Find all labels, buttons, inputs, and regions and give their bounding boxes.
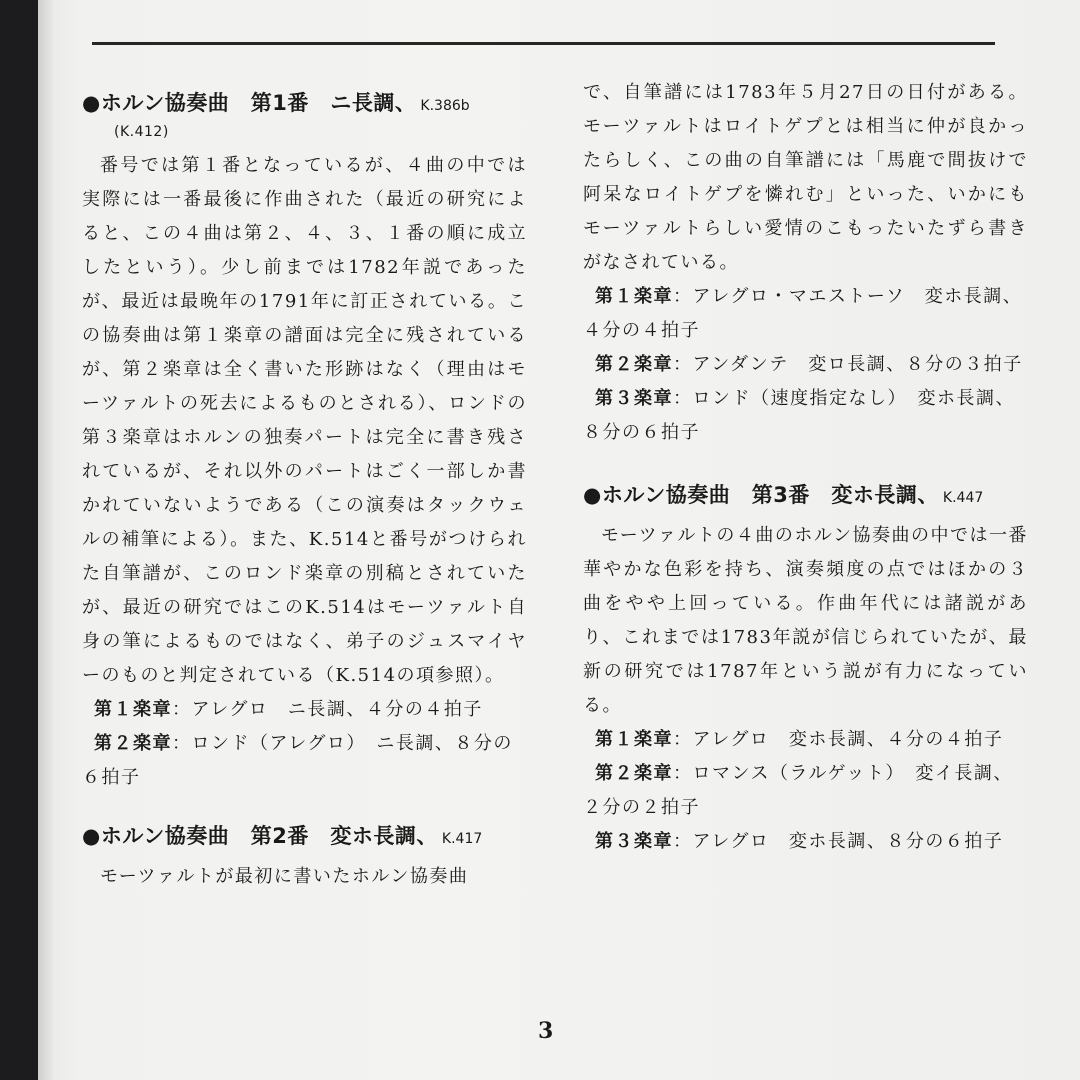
movement-label: 第１楽章 (595, 286, 673, 307)
page-number: 3 (538, 1018, 554, 1044)
movement-line (583, 757, 1028, 825)
movement-label: 第３楽章 (595, 831, 673, 852)
movement-text: ：アレグロ 変ホ長調、８分の６拍子 (673, 831, 1004, 852)
heading-title: ●ホルン協奏曲 第3番 変ホ長調、 (583, 483, 939, 507)
movement-line (82, 727, 527, 795)
concerto-2-description-cont: で、自筆譜には1783年５月27日の日付がある。モーツァルトはロイトゲプとは相当に仲が良かったらしく、この曲の自筆譜には「馬鹿で間抜けで阿呆なロイトゲプを憐れむ」といった、いかにもモーツァルトらしい愛情のこもったいたずら書きがなされている。 (583, 82, 1028, 273)
top-rule (92, 42, 995, 45)
movement-line (583, 723, 1028, 757)
movement-text: ：アレグロ・マエストーソ 変ホ長調、４分の４拍子 (583, 286, 1023, 341)
heading-title: ●ホルン協奏曲 第1番 ニ長調、 (82, 91, 417, 115)
concerto-2-description-start: モーツァルトが最初に書いたホルン協奏曲 (100, 866, 469, 887)
movement-line (583, 280, 1028, 348)
movement-label: 第２楽章 (595, 763, 673, 784)
koechel-number: K.447 (942, 490, 984, 506)
heading-title: ●ホルン協奏曲 第2番 変ホ長調、 (82, 824, 438, 848)
left-column (82, 70, 527, 894)
section-heading-concerto-2 (82, 821, 527, 854)
movement-text: ：ロンド（速度指定なし） 変ホ長調、８分の６拍子 (583, 388, 1015, 443)
movement-line (583, 382, 1028, 450)
movement-text: ：ロンド（アレグロ） ニ長調、８分の６拍子 (82, 733, 513, 788)
koechel-number: K.386b (420, 98, 470, 114)
page-fold-shadow (38, 0, 56, 1080)
koechel-number-alt: (K.412) (114, 124, 169, 140)
concerto-1-description: 番号では第１番となっているが、４曲の中では実際には一番最後に作曲された（最近の研究によると、この４曲は第２、４、３、１番の順に成立したという）。少し前までは1782年説であったが、最近は最晩年の1791年に訂正されている。この協奏曲は第１楽章の譜面は完全に残されているが、第２楽章は全く書いた形跡はなく（理由はモーツァルトの死去によるものとされる）、ロンドの第３楽章はホルンの独奏パートは完全に書き残されているが、それ以外のパートはごく一部しか書かれていないようである（この演奏はタックウェルの補筆による）。また、K.514と番号がつけられた自筆譜が、このロンド楽章の別稿とされていたが、最近の研究ではこのK.514はモーツァルト自身の筆によるものではなく、弟子のジュスマイヤーのものと判定されている（K.514の項参照）。 (82, 155, 527, 686)
movement-label: 第３楽章 (595, 388, 673, 409)
movement-label: 第２楽章 (94, 733, 172, 754)
movement-line (82, 693, 527, 727)
movement-text: ：アンダンテ 変ロ長調、８分の３拍子 (673, 354, 1023, 375)
koechel-number: K.417 (441, 831, 483, 847)
movement-line (583, 825, 1028, 859)
movement-text: ：アレグロ 変ホ長調、４分の４拍子 (673, 729, 1004, 750)
movement-label: 第１楽章 (94, 699, 172, 720)
movement-text: ：アレグロ ニ長調、４分の４拍子 (172, 699, 483, 720)
section-heading-concerto-1 (82, 88, 527, 143)
section-heading-concerto-3 (583, 480, 1028, 513)
concerto-3-description: モーツァルトの４曲のホルン協奏曲の中では一番華やかな色彩を持ち、演奏頻度の点ではほかの３曲をやや上回っている。作曲年代には諸説があり、これまでは1783年説が信じられていたが、最新の研究では1787年という説が有力になっている。 (583, 525, 1028, 716)
movement-line (583, 348, 1028, 382)
right-column (583, 70, 1028, 859)
movement-label: 第１楽章 (595, 729, 673, 750)
movement-text: ：ロマンス（ラルゲット） 変イ長調、２分の２拍子 (583, 763, 1013, 818)
movement-label: 第２楽章 (595, 354, 673, 375)
